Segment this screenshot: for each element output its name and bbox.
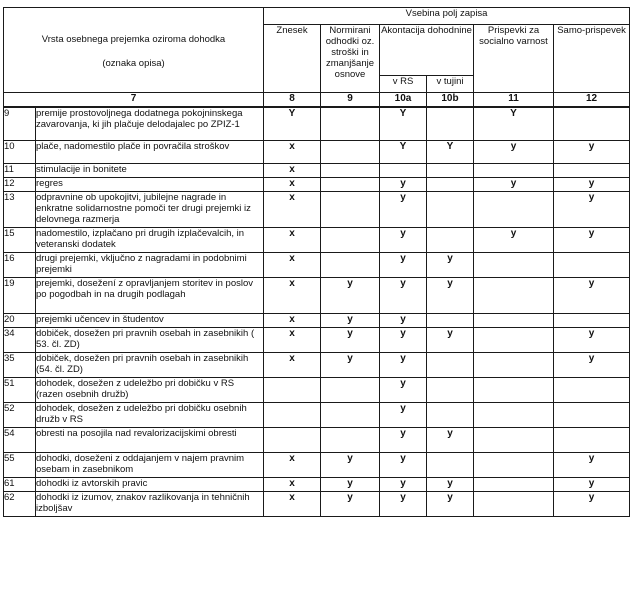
field-contents-header: Vsebina polj zapisa	[264, 8, 630, 25]
row-mark	[321, 191, 380, 227]
row-mark: y	[474, 177, 554, 191]
row-mark: y	[554, 477, 630, 491]
row-mark: x	[264, 177, 321, 191]
table-row	[4, 277, 630, 313]
row-mark: y	[380, 352, 427, 377]
row-mark: x	[264, 352, 321, 377]
row-mark	[321, 140, 380, 163]
row-mark	[474, 313, 554, 327]
row-mark	[554, 402, 630, 427]
row-mark	[474, 352, 554, 377]
row-mark	[554, 377, 630, 402]
row-mark	[321, 377, 380, 402]
row-mark: y	[321, 477, 380, 491]
table-row	[4, 252, 630, 277]
row-description: regres	[36, 177, 264, 191]
row-mark: x	[264, 491, 321, 516]
table-body	[4, 107, 630, 516]
table-row	[4, 352, 630, 377]
row-mark: x	[264, 227, 321, 252]
row-mark: Y	[380, 140, 427, 163]
row-description: nadomestilo, izplačano pri drugih izplačevalcih, in veteranski dodatek	[36, 227, 264, 252]
row-code: 55	[4, 452, 36, 477]
col-header-akontacija: Akontacija dohodnine	[380, 25, 474, 76]
row-mark: y	[427, 427, 474, 452]
row-mark: y	[380, 452, 427, 477]
row-mark: y	[554, 277, 630, 313]
row-description: dobiček, dosežen pri pravnih osebah in zasebnikih (54. čl. ZD)	[36, 352, 264, 377]
row-type-header-note: (oznaka opisa)	[102, 58, 165, 69]
row-code: 11	[4, 163, 36, 177]
row-mark: Y	[264, 107, 321, 140]
row-type-header	[4, 8, 264, 93]
row-mark	[474, 191, 554, 227]
row-code: 61	[4, 477, 36, 491]
row-description: premije prostovoljnega dodatnega pokojninskega zavarovanja, ki jih plačuje delodajalec po ZPIZ-1	[36, 107, 264, 140]
row-code: 10	[4, 140, 36, 163]
row-mark: y	[380, 252, 427, 277]
row-mark	[474, 402, 554, 427]
row-mark	[264, 377, 321, 402]
row-code: 35	[4, 352, 36, 377]
row-mark	[427, 163, 474, 177]
row-mark: y	[380, 227, 427, 252]
row-mark	[474, 477, 554, 491]
row-code: 9	[4, 107, 36, 140]
row-code: 12	[4, 177, 36, 191]
row-code: 20	[4, 313, 36, 327]
row-mark	[427, 191, 474, 227]
row-code: 13	[4, 191, 36, 227]
row-mark: x	[264, 452, 321, 477]
row-code: 34	[4, 327, 36, 352]
row-description: dohodki, doseženi z oddajanjem v najem pravnim osebam in zasebnikom	[36, 452, 264, 477]
row-mark: Y	[380, 107, 427, 140]
row-mark: y	[380, 313, 427, 327]
row-mark: y	[380, 402, 427, 427]
row-mark: x	[264, 140, 321, 163]
row-mark: x	[264, 313, 321, 327]
table-row	[4, 177, 630, 191]
row-description: dohodki iz izumov, znakov razlikovanja in tehničnih izboljšav	[36, 491, 264, 516]
row-mark	[427, 177, 474, 191]
table-row	[4, 191, 630, 227]
table-row	[4, 107, 630, 140]
row-mark: y	[380, 491, 427, 516]
row-mark	[321, 252, 380, 277]
row-description: prejemki učencev in študentov	[36, 313, 264, 327]
row-mark	[474, 452, 554, 477]
row-description: dohodek, dosežen z udeležbo pri dobičku osebnih družb v RS	[36, 402, 264, 427]
row-mark: y	[554, 352, 630, 377]
row-mark	[474, 327, 554, 352]
row-mark: y	[380, 191, 427, 227]
row-mark: y	[321, 452, 380, 477]
row-code: 52	[4, 402, 36, 427]
row-mark: y	[321, 277, 380, 313]
row-code: 19	[4, 277, 36, 313]
row-mark: x	[264, 163, 321, 177]
row-code: 15	[4, 227, 36, 252]
row-mark: y	[380, 327, 427, 352]
row-mark: y	[427, 277, 474, 313]
row-mark: y	[380, 477, 427, 491]
row-code: 62	[4, 491, 36, 516]
row-mark	[474, 252, 554, 277]
row-description: dohodek, dosežen z udeležbo pri dobičku v RS (razen osebnih družb)	[36, 377, 264, 402]
row-mark: y	[554, 452, 630, 477]
row-mark	[427, 227, 474, 252]
row-mark: y	[321, 491, 380, 516]
table-row	[4, 452, 630, 477]
row-mark	[427, 452, 474, 477]
row-mark	[474, 427, 554, 452]
row-mark: y	[427, 477, 474, 491]
row-mark	[427, 402, 474, 427]
row-mark: x	[264, 277, 321, 313]
row-code: 51	[4, 377, 36, 402]
row-mark: x	[264, 477, 321, 491]
row-mark: y	[427, 327, 474, 352]
table-row	[4, 163, 630, 177]
row-mark: Y	[427, 140, 474, 163]
row-mark	[264, 427, 321, 452]
table-row	[4, 227, 630, 252]
column-number: 8	[264, 93, 321, 108]
row-mark: y	[321, 327, 380, 352]
row-mark	[474, 277, 554, 313]
row-code: 54	[4, 427, 36, 452]
row-mark: y	[554, 491, 630, 516]
row-mark: y	[474, 140, 554, 163]
row-mark: y	[380, 377, 427, 402]
row-mark: y	[321, 352, 380, 377]
table-row	[4, 327, 630, 352]
table-row	[4, 140, 630, 163]
column-number: 10b	[427, 93, 474, 108]
table-row	[4, 377, 630, 402]
row-mark: x	[264, 252, 321, 277]
row-description: dohodki iz avtorskih pravic	[36, 477, 264, 491]
column-number: 11	[474, 93, 554, 108]
col-header-normirani: Normirani odhodki oz. stroški in zmanjšanje osnove	[321, 25, 380, 93]
row-description: plače, nadomestilo plače in povračila stroškov	[36, 140, 264, 163]
row-mark: y	[380, 277, 427, 313]
row-mark: y	[554, 227, 630, 252]
row-description: prejemki, dosežení z opravljanjem storitev in poslov po pogodbah in na drugih podlagah	[36, 277, 264, 313]
row-mark	[380, 163, 427, 177]
table-row	[4, 402, 630, 427]
row-mark: y	[474, 227, 554, 252]
column-number-row	[4, 93, 630, 108]
col-header-v-rs: v RS	[380, 76, 427, 93]
row-mark	[427, 352, 474, 377]
row-mark: y	[554, 191, 630, 227]
document-page	[3, 7, 630, 517]
row-mark	[427, 313, 474, 327]
row-mark: y	[321, 313, 380, 327]
row-description: stimulacije in bonitete	[36, 163, 264, 177]
row-mark: y	[554, 177, 630, 191]
table-row	[4, 313, 630, 327]
row-mark	[321, 227, 380, 252]
row-mark	[554, 252, 630, 277]
table-row	[4, 427, 630, 452]
row-description: odpravnine ob upokojitvi, jubilejne nagrade in enkratne solidarnostne pomoči ter drugi prejemki iz delovnega razmerja	[36, 191, 264, 227]
column-number: 7	[4, 93, 264, 108]
col-header-znesek: Znesek	[264, 25, 321, 93]
row-description: dobiček, dosežen pri pravnih osebah in zasebnikih ( 53. čl. ZD)	[36, 327, 264, 352]
row-mark	[554, 107, 630, 140]
row-type-header-title: Vrsta osebnega prejemka oziroma dohodka	[41, 34, 226, 45]
col-header-prispevki: Prispevki za socialno varnost	[474, 25, 554, 93]
column-number: 12	[554, 93, 630, 108]
row-description: obresti na posojila nad revalorizacijskimi obresti	[36, 427, 264, 452]
row-mark	[321, 402, 380, 427]
row-mark	[264, 402, 321, 427]
row-mark	[554, 163, 630, 177]
row-mark	[474, 163, 554, 177]
col-header-v-tujini: v tujini	[427, 76, 474, 93]
row-description: drugi prejemki, vključno z nagradami in podobnimi prejemki	[36, 252, 264, 277]
row-mark	[554, 427, 630, 452]
row-mark	[474, 491, 554, 516]
table-row	[4, 477, 630, 491]
row-mark: y	[427, 252, 474, 277]
row-mark	[321, 163, 380, 177]
row-mark: y	[554, 327, 630, 352]
row-mark: y	[380, 177, 427, 191]
field-contents-table	[3, 7, 630, 517]
column-number: 9	[321, 93, 380, 108]
row-mark	[321, 177, 380, 191]
row-code: 16	[4, 252, 36, 277]
row-mark	[321, 427, 380, 452]
row-mark: x	[264, 191, 321, 227]
row-mark: Y	[474, 107, 554, 140]
row-mark: y	[427, 491, 474, 516]
table-row	[4, 491, 630, 516]
row-mark: x	[264, 327, 321, 352]
row-mark: y	[554, 140, 630, 163]
row-mark	[427, 107, 474, 140]
row-mark	[321, 107, 380, 140]
row-mark	[474, 377, 554, 402]
column-number: 10a	[380, 93, 427, 108]
col-header-samoprispevek: Samo-prispevek	[554, 25, 630, 93]
row-mark: y	[380, 427, 427, 452]
row-mark	[427, 377, 474, 402]
row-mark	[554, 313, 630, 327]
